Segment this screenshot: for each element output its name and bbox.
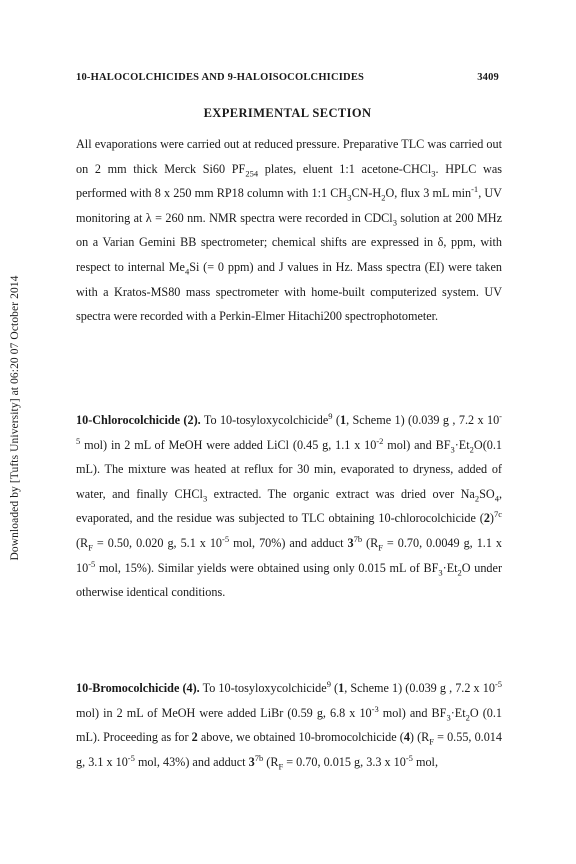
- superscript: -3: [371, 703, 379, 714]
- subscript: 254: [245, 168, 259, 179]
- text: , UV monitoring at λ = 260 nm. NMR spectra were recorded in CDCl: [76, 186, 502, 225]
- text: plates, eluent 1:1 acetone-CHCl: [258, 161, 432, 176]
- compound-number: 4: [403, 730, 410, 745]
- subscript: 4: [184, 266, 190, 277]
- download-watermark: [6, 232, 24, 604]
- text: mol,: [412, 754, 438, 769]
- superscript: -2: [376, 435, 384, 446]
- subscript: 3: [202, 493, 208, 504]
- running-title: 10-HALOCOLCHICIDES AND 9-HALOISOCOLCHICIDES: [76, 72, 365, 83]
- paragraph-10-chlorocolchicide: [76, 408, 502, 605]
- text: O (0.1 mL). Proceeding as for: [76, 705, 502, 745]
- compound-heading: 10-Chlorocolchicide (2).: [76, 413, 201, 427]
- text: CN-H: [351, 186, 382, 201]
- paragraph-10-bromocolchicide: [76, 676, 502, 774]
- section-title: EXPERIMENTAL SECTION: [203, 106, 372, 120]
- text: (R: [263, 754, 279, 769]
- superscript: -5: [222, 533, 230, 544]
- text: above, we obtained 10-bromocolchicide (: [197, 730, 404, 745]
- compound-number: 2: [483, 511, 490, 526]
- subscript: 2: [474, 493, 480, 504]
- compound-number: 3: [347, 535, 354, 550]
- text: , Scheme 1) (0.039 g , 7.2 x 10: [344, 681, 495, 695]
- superscript: -5: [88, 558, 96, 569]
- compound-number: 2: [191, 730, 198, 745]
- text: mol) in 2 mL of MeOH were added LiCl (0.45 g, 1.1 x 10: [80, 437, 377, 452]
- text: Si (= 0 ppm) and J values in Hz. Mass spectra (EI) were taken with a Kratos-MS80 mass spectrometer with home-built computerized system. UV spectra were recorded with a Perkin-Elmer Hitachi200 spectrophotometer.: [76, 259, 502, 324]
- page-number: 3409: [477, 72, 499, 83]
- text: mol) and BF: [378, 705, 447, 720]
- text: mol) and BF: [383, 437, 451, 452]
- subscript: 3: [438, 567, 443, 577]
- superscript: 7b: [353, 533, 363, 544]
- subscript: F: [88, 542, 93, 553]
- subscript: F: [429, 736, 434, 747]
- superscript: -5: [127, 752, 135, 763]
- superscript: 7c: [493, 509, 502, 520]
- paragraph-general-methods: [76, 132, 502, 329]
- text: (R: [362, 535, 379, 550]
- superscript: 7b: [254, 752, 264, 763]
- text: (: [332, 413, 340, 427]
- text: = 0.55, 0.014 g, 3.1 x 10: [76, 730, 502, 769]
- text: ·Et: [454, 437, 470, 452]
- subscript: 3: [446, 712, 451, 723]
- superscript: -5: [405, 752, 413, 763]
- text: mol, 43%) and adduct: [134, 754, 249, 769]
- superscript: -1: [471, 184, 479, 195]
- text: (R: [76, 535, 89, 550]
- compound-heading: 10-Bromocolchicide (4).: [76, 681, 200, 695]
- text: extracted. The organic extract was dried over Na: [207, 486, 475, 501]
- text: mol, 15%). Similar yields were obtained using only 0.015 mL of BF: [95, 560, 439, 575]
- compound-number: 3: [248, 754, 255, 769]
- text: O under otherwise identical conditions.: [76, 560, 502, 600]
- text: mol) in 2 mL of MeOH were added LiBr (0.59 g, 6.8 x 10: [76, 705, 372, 720]
- download-watermark-text: Downloaded by [Tufts University] at 06:20 07 October 2014: [9, 275, 21, 561]
- text: To 10-tosyloxycolchicide: [199, 681, 327, 695]
- subscript: F: [378, 542, 383, 553]
- text: ): [489, 511, 494, 526]
- superscript: -5: [494, 678, 503, 689]
- text: . HPLC was performed with 8 x 250 mm RP18 column with 1:1 CH: [76, 161, 502, 201]
- text: = 0.50, 0.020 g, 5.1 x 10: [92, 535, 223, 550]
- subscript: 2: [457, 567, 462, 577]
- running-header: [76, 72, 499, 83]
- text: (: [330, 681, 339, 695]
- superscript: 9: [328, 410, 333, 421]
- text: O, flux 3 mL min: [385, 186, 472, 201]
- compound-number: 1: [338, 681, 345, 695]
- superscript: -5: [76, 410, 503, 446]
- subscript: 4: [494, 493, 499, 504]
- text: , evaporated, and the residue was subjected to TLC obtaining 10-chlorocolchicide (: [76, 486, 502, 526]
- text: solution at 200 MHz on a Varian Gemini BB spectrometer; chemical shifts are expressed in δ, ppm, with respect to internal Me: [76, 210, 503, 274]
- text: = 0.70, 0.0049 g, 1.1 x 10: [76, 535, 502, 575]
- text: , Scheme 1) (0.039 g , 7.2 x 10: [346, 413, 500, 427]
- text: O(0.1 mL). The mixture was heated at reflux for 30 min, evaporated to dryness, added of water, and finally CHCl: [76, 437, 502, 501]
- text: All evaporations were carried out at reduced pressure. Preparative TLC was carried out on 2 mm thick Merck Si60 PF: [76, 137, 502, 176]
- text: ·Et: [450, 705, 466, 720]
- superscript: 9: [326, 678, 331, 689]
- subscript: 2: [465, 712, 470, 723]
- compound-number: 1: [339, 413, 347, 427]
- subscript: 3: [392, 217, 397, 228]
- subscript: 2: [381, 192, 386, 203]
- text: mol, 70%) and adduct: [229, 535, 348, 550]
- text: To 10-tosyloxycolchicide: [200, 413, 329, 427]
- text: ·Et: [442, 560, 458, 575]
- text: SO: [479, 486, 495, 501]
- subscript: F: [278, 761, 284, 772]
- subscript: 2: [469, 444, 474, 455]
- text: ) (R: [409, 730, 430, 745]
- text: = 0.70, 0.015 g, 3.3 x 10: [283, 754, 406, 769]
- subscript: 3: [431, 168, 436, 179]
- subscript: 3: [450, 444, 455, 455]
- subscript: 3: [347, 192, 352, 203]
